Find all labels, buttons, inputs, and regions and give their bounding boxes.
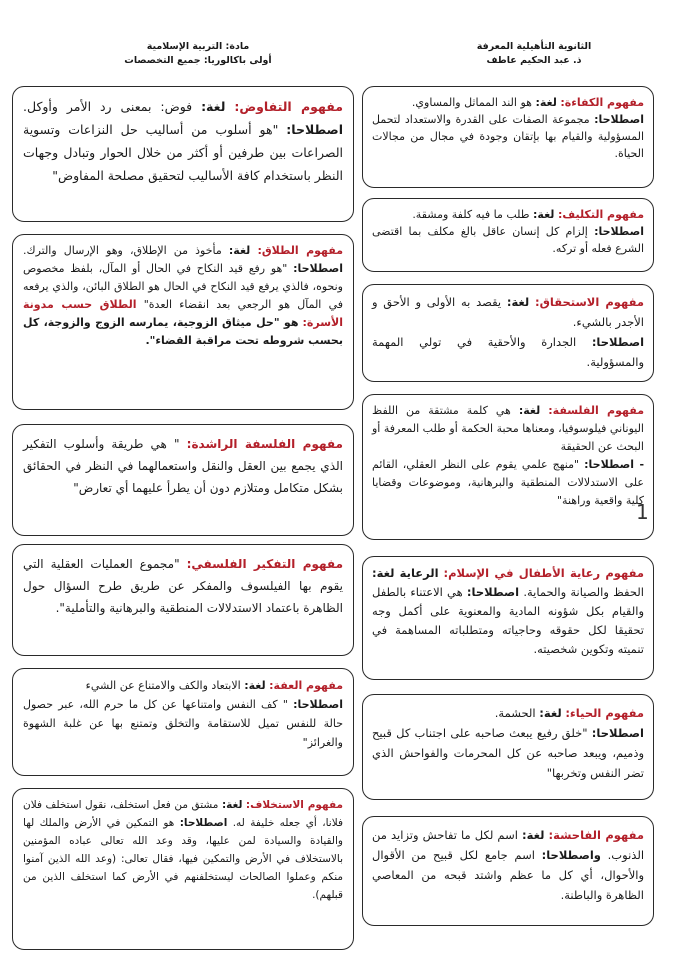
concept-card-merit	[362, 284, 654, 382]
lang-text: هي كلمة مشتقة من اللفظ اليوناني فيلوسوفيا، ومعناها محبة الحكمة أو طلب المعرفة أو البحث عن الحقيقة	[372, 404, 644, 453]
code-text: هو "حل ميثاق الزوجية، يمارسه الزوج والزوجة، كل بحسب شروطه تحت مراقبة القضاء".	[23, 316, 343, 347]
lang-text: يقصد به الأولى و الأحق و الأجدر بالشيء.	[372, 295, 644, 329]
lang-label: لغة:	[221, 799, 243, 811]
concept-title: مفهوم رعاية الأطفال في الإسلام:	[443, 566, 644, 580]
term-label: اصطلاحا:	[466, 585, 520, 599]
concept-title: مفهوم الاستحقاق:	[535, 295, 644, 309]
lang-label: لغة:	[535, 96, 557, 109]
term-text: " كف النفس وامتناعها عن كل ما حرم الله، عبر حصول حالة للنفس تميل للاستقامة والتخلق وتمتنع بها عن غلبة الشهوة والغرائز"	[23, 698, 343, 749]
term-label: اصطلاحا:	[594, 225, 645, 238]
term-label: - اصطلاحا:	[584, 458, 645, 471]
lang-label: لغة:	[201, 99, 226, 114]
term-label: واصطلاحا:	[541, 848, 601, 862]
lang-text: هو الند المماثل والمساوي.	[411, 96, 532, 109]
concept-title: مفهوم التفكير الفلسفي:	[186, 557, 344, 571]
lang-text: الحشمة.	[494, 706, 536, 720]
concept-title: مفهوم الاستخلاف:	[245, 799, 344, 811]
term-text: " هي طريقة وأسلوب التفكير الذي يجمع بين العقل والنقل واستعمالهما في النظر في الحقائق بشكل متكامل ومتلازم دون أن يطرأ عليهما أي تعارض"	[23, 437, 343, 495]
term-text: "خلق رفيع يبعث صاحبه على اجتناب كل قبيح وذميم، ويبعد صاحبه عن كل المحرمات والفواحش الذي تضر النفس وتخربها"	[372, 726, 644, 780]
term-label: اصطلاحا:	[591, 335, 645, 349]
concept-card-obligation	[362, 198, 654, 272]
concept-title: مفهوم التكليف:	[557, 208, 644, 221]
concept-title: مفهوم الطلاق:	[257, 244, 344, 257]
lang-text: الابتعاد والكف والامتناع عن الشيء	[85, 679, 241, 692]
lang-text: فوض: بمعنى رد الأمر وأوكل.	[23, 99, 193, 114]
lang-text: مأخوذ من الإطلاق، وهو الإرسال والترك.	[23, 244, 222, 257]
concept-card-philosophy	[362, 394, 654, 540]
school-name: الثانوية التأهيلية المعرفة	[476, 41, 592, 52]
term-text: هو التمكين في الأرض والملك لها والقيادة والسيادة لمن عليها، وقد وعد الله تعالى عباده المؤمنين بالاستخلاف في الأرض والتمكين فيها، فقال تعالى: (وعد الله الذين آمنوا منكم وعملوا الصالحات ليستخلفنهم في الأرض كما استخلف الذين من قبلهم).	[23, 817, 343, 901]
concept-card-philosophical-thinking	[12, 544, 354, 656]
lang-label: لغة:	[244, 679, 266, 692]
lang-text: طلب ما فيه كلفة ومشقة.	[412, 208, 530, 221]
term-text: مجموعة الصفات على القدرة والاستعداد لتحمل المسؤولية والقيام بها بإتقان وجودة في مجال من مجالات الحياة.	[372, 113, 644, 160]
term-text: "هو رفع قيد النكاح في الحال أو المآل، بلفظ مخصوص ونحوه، فالذي يرفع قيد النكاح في الحال هو الطلاق البائن، والذي يرفعه في المآل هو الرجعي بعد انقضاء العدة"	[23, 262, 344, 311]
subject-name: مادة: التربية الإسلامية	[146, 41, 250, 52]
term-label: اصطلاحا:	[179, 817, 228, 829]
page-number: 1	[636, 500, 649, 524]
lang-label: لغة:	[522, 828, 545, 842]
concept-card-rational-philosophy	[12, 424, 354, 536]
term-text: اسم جامع لكل قبيح من الأقوال والأحوال، أي كل ما عظم واشتد قبحه من المعاصي الظاهرة والباطنة.	[372, 848, 644, 902]
concept-card-competence	[362, 86, 654, 188]
lang-label: لغة:	[228, 244, 251, 257]
concept-card-modesty	[362, 694, 654, 800]
term-label: اصطلاحا:	[293, 698, 344, 711]
concept-title: مفهوم الفلسفة الراشدة:	[186, 437, 343, 451]
term-text: هي الاعتناء بالطفل والقيام بكل شؤونه المادية والمعنوية على أكمل وجه تحقيقا لكل حقوقه وحاجياته ومتطلباته المساهمة في تنميته وتكوين شخصيته.	[372, 585, 644, 656]
term-text: "هو أسلوب من أساليب حل النزاعات وتسوية الصراعات بين طرفين أو أكثر من خلال الحوار وتبادل وجهات النظر باستخدام كافة الأساليب لتحقيق مصلحة المفاوض"	[23, 122, 343, 183]
term-text: الجدارة والأحقية في تولي المهمة والمسؤولية.	[372, 335, 644, 369]
concept-title: مفهوم العفة:	[269, 679, 343, 692]
lang-label: لغة:	[539, 706, 562, 720]
concept-card-chastity	[12, 668, 354, 776]
term-label: اصطلاحا:	[293, 262, 343, 275]
concept-card-divorce	[12, 234, 354, 410]
school-header	[454, 40, 614, 68]
code-label: الطلاق حسب مدونة الأسرة:	[23, 298, 343, 329]
lang-label: لغة:	[518, 404, 541, 417]
concept-card-indecency	[362, 816, 654, 926]
lang-label: الرعاية لغة:	[372, 566, 439, 580]
concept-card-child-care	[362, 556, 654, 680]
subject-header	[118, 40, 278, 68]
term-text: "مجموع العمليات العقلية التي يقوم بها الفيلسوف والمفكر عن طريق طرح السؤال حول الظاهرة باعتماد الاستدلالات المنطقية والبرهانية والتأملية".	[23, 557, 343, 615]
lang-text: الحفظ والصيانة والحماية.	[523, 585, 644, 599]
concept-title: مفهوم الفلسفة:	[548, 404, 645, 417]
concept-title: مفهوم التفاوض:	[234, 99, 343, 114]
concept-title: مفهوم الفاحشة:	[548, 828, 644, 842]
lang-label: لغة:	[506, 295, 530, 309]
lang-text: اسم لكل ما تفاحش وتزايد من الذنوب.	[372, 828, 645, 862]
teacher-name: ذ. عبد الحكيم عاطف	[486, 55, 582, 66]
lang-text: مشتق من فعل استخلف، نقول استخلف فلان فلانا، أي جعله خليفة له.	[23, 799, 343, 829]
term-label: اصطلاحا:	[286, 122, 343, 137]
concept-title: مفهوم الكفاءة:	[560, 96, 644, 109]
lang-label: لغة:	[533, 208, 555, 221]
concept-card-vicegerency	[12, 788, 354, 950]
term-label: اصطلاحا:	[594, 113, 644, 126]
level-name: أولى باكالوريا: جميع التخصصات	[124, 55, 272, 66]
term-label: اصطلاحا:	[591, 726, 644, 740]
concept-card-negotiation	[12, 86, 354, 222]
term-text: إلزام كل إنسان عاقل بالغ مكلف بما اقتضى الشرع فعله أو تركه.	[372, 225, 644, 255]
concept-title: مفهوم الحياء:	[565, 706, 644, 720]
term-text: "منهج علمي يقوم على النظر العقلي، القائم على الاستدلالات المنطقية والبرهانية، وموضوعات وقضايا كلية واقعية وراهنة"	[372, 458, 644, 507]
